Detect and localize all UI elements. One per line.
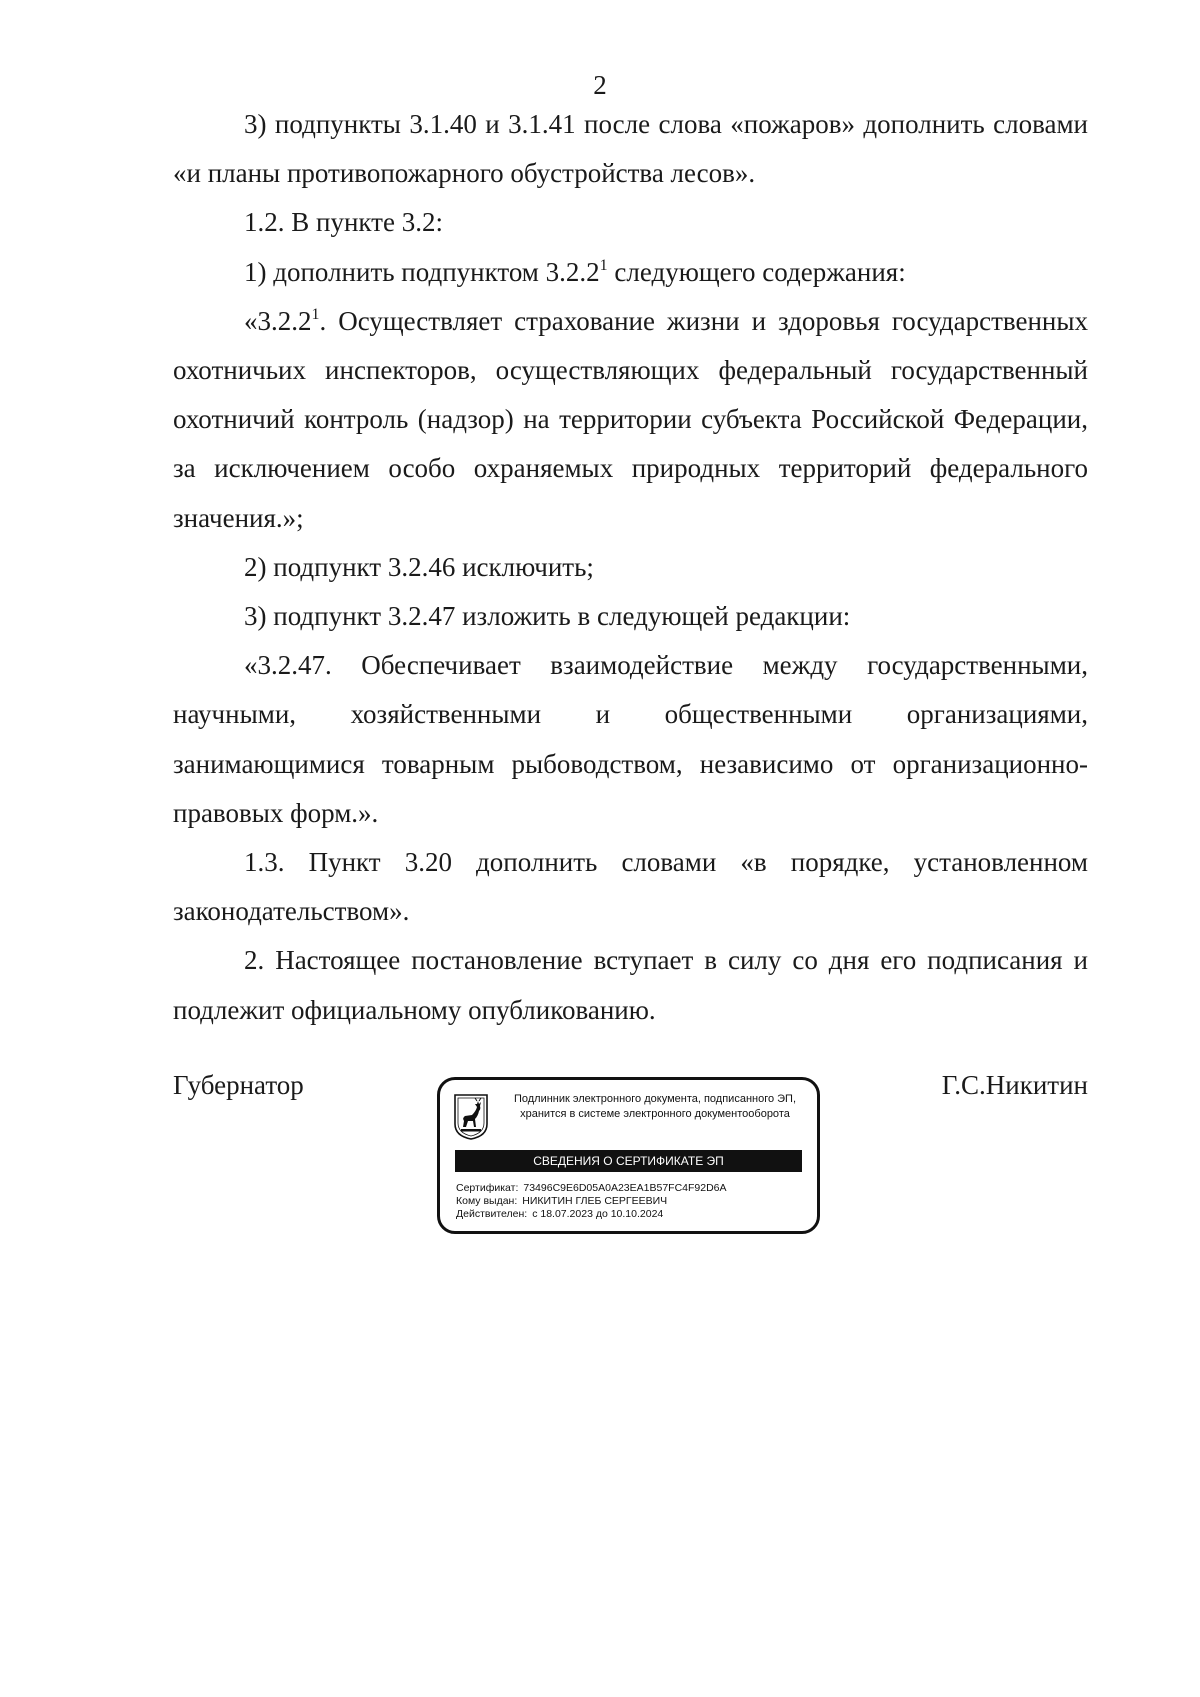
validity-label: Действителен: (456, 1208, 528, 1220)
stamp-caption (496, 1092, 814, 1122)
deer-emblem-icon (454, 1094, 488, 1140)
document-body (173, 100, 1088, 1035)
superscript: 1 (311, 305, 320, 323)
paragraph-amendment-3-1-40: 3) подпункты 3.1.40 и 3.1.41 после слова «пожаров» дополнить словами «и планы противопожарного обустройства лесов». (173, 109, 1088, 189)
certificate-row (456, 1182, 806, 1195)
paragraph-text: 1) дополнить подпунктом 3.2.2 (244, 256, 600, 287)
paragraph-exclude-3-2-46: 2) подпункт 3.2.46 исключить; (244, 551, 594, 582)
e-signature-stamp (437, 1077, 820, 1234)
superscript: 1 (599, 256, 608, 274)
issued-to-value: НИКИТИН ГЛЕБ СЕРГЕЕВИЧ (522, 1195, 668, 1207)
certificate-label: Сертификат: (456, 1182, 519, 1194)
paragraph-effective-date: 2. Настоящее постановление вступает в силу со дня его подписания и подлежит официальному опубликованию. (173, 945, 1088, 1025)
stamp-caption-line: Подлинник электронного документа, подписанного ЭП, (513, 1093, 797, 1105)
stamp-header: СВЕДЕНИЯ О СЕРТИФИКАТЕ ЭП (455, 1150, 802, 1172)
paragraph-revise-3-2-47: 3) подпункт 3.2.47 изложить в следующей редакции: (244, 601, 851, 632)
issued-to-row (456, 1195, 806, 1208)
signer-name: Г.С.Никитин (941, 1070, 1088, 1100)
paragraph-add-3-2-2-1 (173, 248, 1088, 297)
certificate-value: 73496C9E6D05A0A23EA1B57FC4F92D6A (523, 1182, 727, 1194)
paragraph-1-2: 1.2. В пункте 3.2: (244, 207, 443, 238)
paragraph-1-3: 1.3. Пункт 3.20 дополнить словами «в порядке, установленном законодательством». (173, 847, 1088, 927)
issued-to-label: Кому выдан: (456, 1195, 518, 1207)
page-number: 2 (593, 70, 607, 100)
paragraph-text: «3.2.2 (244, 305, 312, 336)
stamp-caption-line: хранится в системе электронного документооборота (520, 1108, 790, 1120)
paragraph-3-2-47-text: «3.2.47. Обеспечивает взаимодействие между государственными, научными, хозяйственными и общественными организациями, занимающимися товарным рыбоводством, независимо от организационно-правовых форм.». (173, 650, 1088, 828)
paragraph-text: следующего содержания: (607, 256, 906, 287)
validity-value: с 18.07.2023 до 10.10.2024 (532, 1208, 664, 1220)
stamp-certificate-details (456, 1182, 806, 1221)
paragraph-3-2-2-1-text (173, 297, 1088, 543)
signer-position: Губернатор (173, 1070, 304, 1100)
validity-row (456, 1208, 806, 1221)
paragraph-text: . Осуществляет страхование жизни и здоровья государственных охотничьих инспекторов, осуществляющих федеральный государственный охотничий контроль (надзор) на территории субъекта Российской Федерации, за исключением особо охраняемых природных территорий федерального значения.»; (173, 305, 1088, 533)
